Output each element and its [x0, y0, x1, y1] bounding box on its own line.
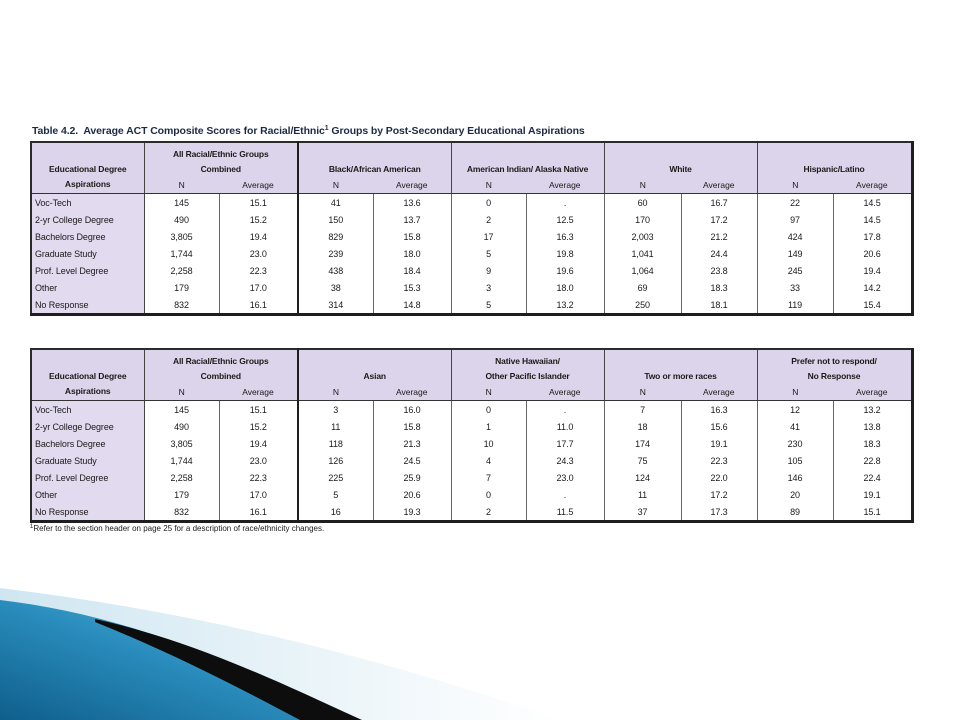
- cell-average: 16.0: [373, 401, 451, 419]
- subheader-average: Average: [373, 177, 451, 194]
- cell-average: .: [526, 401, 604, 419]
- cell-n: 16: [298, 503, 373, 522]
- cell-n: 3: [298, 401, 373, 419]
- subheader-average: Average: [833, 384, 912, 401]
- group-header-cell: [144, 142, 298, 177]
- cell-average: 22.8: [833, 452, 912, 469]
- cell-average: 18.0: [526, 279, 604, 296]
- cell-n: 37: [604, 503, 681, 522]
- subheader-n: N: [451, 177, 526, 194]
- table-row: [31, 435, 912, 452]
- subheader-n: N: [757, 177, 833, 194]
- cell-n: 69: [604, 279, 681, 296]
- cell-n: 11: [604, 486, 681, 503]
- cell-average: 18.1: [681, 296, 757, 315]
- cell-n: 7: [451, 469, 526, 486]
- table-header: [31, 349, 912, 401]
- cell-n: 38: [298, 279, 373, 296]
- table-header: [31, 142, 912, 194]
- header-row-subheaders: [31, 384, 912, 401]
- row-label: Bachelors Degree: [31, 228, 144, 245]
- group-header-cell: [757, 142, 912, 177]
- cell-average: 13.2: [833, 401, 912, 419]
- cell-n: 2: [451, 503, 526, 522]
- cell-average: 23.0: [219, 245, 298, 262]
- subheader-n: N: [144, 177, 219, 194]
- group-header-cell: [144, 349, 298, 384]
- cell-n: 179: [144, 486, 219, 503]
- cell-average: 20.6: [373, 486, 451, 503]
- cell-n: 41: [757, 418, 833, 435]
- cell-average: 13.2: [526, 296, 604, 315]
- group-header-line: No Response: [807, 371, 861, 381]
- table-row: [31, 262, 912, 279]
- group-header-cell: [298, 349, 451, 384]
- cell-n: 60: [604, 194, 681, 212]
- cell-average: 15.1: [219, 194, 298, 212]
- group-header-line: Combined: [200, 164, 241, 174]
- cell-average: 23.0: [219, 452, 298, 469]
- cell-n: 89: [757, 503, 833, 522]
- table-row: [31, 418, 912, 435]
- title-text: Table 4.2. Average ACT Composite Scores for Racial/Ethnic: [32, 125, 325, 137]
- cell-average: 11.5: [526, 503, 604, 522]
- cell-average: 16.7: [681, 194, 757, 212]
- cell-average: 14.5: [833, 211, 912, 228]
- cell-average: 14.5: [833, 194, 912, 212]
- cell-average: .: [526, 194, 604, 212]
- table-row: [31, 194, 912, 212]
- cell-average: 17.7: [526, 435, 604, 452]
- cell-n: 10: [451, 435, 526, 452]
- table-title: [32, 125, 585, 137]
- cell-average: 15.1: [219, 401, 298, 419]
- cell-average: 17.0: [219, 486, 298, 503]
- cell-n: 2,258: [144, 469, 219, 486]
- row-header-line: Educational Degree: [48, 164, 127, 174]
- cell-average: 18.3: [681, 279, 757, 296]
- group-header-line: Prefer not to respond/: [791, 356, 877, 366]
- cell-n: 0: [451, 401, 526, 419]
- group-header-line: Two or more races: [644, 371, 717, 381]
- cell-average: 15.1: [833, 503, 912, 522]
- cell-n: 2,258: [144, 262, 219, 279]
- cell-n: 832: [144, 296, 219, 315]
- cell-average: 19.1: [833, 486, 912, 503]
- cell-n: 22: [757, 194, 833, 212]
- cell-n: 170: [604, 211, 681, 228]
- cell-average: 19.6: [526, 262, 604, 279]
- cell-n: 41: [298, 194, 373, 212]
- group-header-line: Black/African American: [328, 164, 421, 174]
- cell-average: 17.2: [681, 211, 757, 228]
- subheader-n: N: [144, 384, 219, 401]
- header-row-subheaders: [31, 177, 912, 194]
- table-row: [31, 211, 912, 228]
- cell-average: 14.2: [833, 279, 912, 296]
- cell-average: 24.4: [681, 245, 757, 262]
- table-row: [31, 469, 912, 486]
- cell-n: 230: [757, 435, 833, 452]
- cell-n: 1,744: [144, 245, 219, 262]
- cell-average: 20.6: [833, 245, 912, 262]
- cell-average: 19.4: [219, 435, 298, 452]
- cell-n: 314: [298, 296, 373, 315]
- cell-average: 23.0: [526, 469, 604, 486]
- cell-n: 1: [451, 418, 526, 435]
- cell-average: 15.6: [681, 418, 757, 435]
- row-header-line: Aspirations: [64, 386, 111, 396]
- subheader-average: Average: [373, 384, 451, 401]
- cell-n: 239: [298, 245, 373, 262]
- group-header-line: Native Hawaiian/: [495, 356, 560, 366]
- subheader-average: Average: [681, 384, 757, 401]
- cell-average: 15.2: [219, 211, 298, 228]
- cell-average: 17.8: [833, 228, 912, 245]
- cell-average: 18.3: [833, 435, 912, 452]
- row-label: 2-yr College Degree: [31, 418, 144, 435]
- cell-average: 25.9: [373, 469, 451, 486]
- group-header-line: White: [669, 164, 692, 174]
- row-label: Bachelors Degree: [31, 435, 144, 452]
- cell-average: .: [526, 486, 604, 503]
- cell-n: 20: [757, 486, 833, 503]
- cell-n: 225: [298, 469, 373, 486]
- cell-n: 4: [451, 452, 526, 469]
- cell-average: 14.8: [373, 296, 451, 315]
- row-label: No Response: [31, 503, 144, 522]
- table-row: [31, 279, 912, 296]
- cell-n: 438: [298, 262, 373, 279]
- group-header-cell: [451, 349, 604, 384]
- cell-n: 11: [298, 418, 373, 435]
- cell-average: 19.1: [681, 435, 757, 452]
- title-footnote-marker: 1: [324, 125, 329, 132]
- cell-average: 19.4: [833, 262, 912, 279]
- cell-average: 19.8: [526, 245, 604, 262]
- cell-n: 18: [604, 418, 681, 435]
- table-body: [31, 401, 912, 522]
- cell-average: 16.1: [219, 503, 298, 522]
- subheader-average: Average: [833, 177, 912, 194]
- table-row: [31, 486, 912, 503]
- cell-n: 5: [451, 245, 526, 262]
- footnote-marker: 1: [30, 524, 34, 530]
- group-header-line: Hispanic/Latino: [803, 164, 865, 174]
- group-header-line: American Indian/ Alaska Native: [466, 164, 589, 174]
- table-row: [31, 228, 912, 245]
- cell-n: 33: [757, 279, 833, 296]
- cell-average: 22.0: [681, 469, 757, 486]
- row-label: Voc-Tech: [31, 401, 144, 419]
- group-header-cell: [451, 142, 604, 177]
- table-row: [31, 452, 912, 469]
- row-header-line: Educational Degree: [48, 371, 127, 381]
- cell-average: 16.1: [219, 296, 298, 315]
- subheader-n: N: [298, 177, 373, 194]
- cell-n: 7: [604, 401, 681, 419]
- title-text-end: Groups by Post-Secondary Educational Aspirations: [328, 125, 585, 137]
- group-header-cell: [604, 349, 757, 384]
- cell-n: 5: [298, 486, 373, 503]
- subheader-n: N: [298, 384, 373, 401]
- cell-n: 179: [144, 279, 219, 296]
- cell-average: 21.3: [373, 435, 451, 452]
- footnote: [30, 524, 324, 533]
- row-label: Voc-Tech: [31, 194, 144, 212]
- cell-n: 1,064: [604, 262, 681, 279]
- cell-n: 124: [604, 469, 681, 486]
- cell-average: 15.8: [373, 228, 451, 245]
- cell-n: 9: [451, 262, 526, 279]
- row-label: Graduate Study: [31, 452, 144, 469]
- cell-average: 15.8: [373, 418, 451, 435]
- row-header-cell: [31, 349, 144, 401]
- cell-n: 146: [757, 469, 833, 486]
- cell-n: 424: [757, 228, 833, 245]
- group-header-cell: [298, 142, 451, 177]
- cell-average: 24.3: [526, 452, 604, 469]
- cell-n: 0: [451, 194, 526, 212]
- cell-n: 832: [144, 503, 219, 522]
- row-header-line: Aspirations: [64, 179, 111, 189]
- cell-n: 3: [451, 279, 526, 296]
- group-header-line: All Racial/Ethnic Groups: [172, 149, 269, 159]
- cell-n: 17: [451, 228, 526, 245]
- row-label: No Response: [31, 296, 144, 315]
- cell-average: 13.8: [833, 418, 912, 435]
- cell-n: 97: [757, 211, 833, 228]
- cell-n: 5: [451, 296, 526, 315]
- cell-n: 2: [451, 211, 526, 228]
- row-label: Other: [31, 279, 144, 296]
- cell-n: 250: [604, 296, 681, 315]
- subheader-average: Average: [681, 177, 757, 194]
- cell-average: 22.3: [219, 262, 298, 279]
- row-label: 2-yr College Degree: [31, 211, 144, 228]
- subheader-n: N: [604, 384, 681, 401]
- subheader-n: N: [604, 177, 681, 194]
- subheader-n: N: [757, 384, 833, 401]
- cell-average: 15.3: [373, 279, 451, 296]
- cell-average: 19.3: [373, 503, 451, 522]
- cell-n: 149: [757, 245, 833, 262]
- cell-average: 22.4: [833, 469, 912, 486]
- scores-table-1: [30, 141, 914, 316]
- table-row: [31, 503, 912, 522]
- cell-average: 19.4: [219, 228, 298, 245]
- group-header-cell: [757, 349, 912, 384]
- cell-average: 15.2: [219, 418, 298, 435]
- cell-average: 16.3: [526, 228, 604, 245]
- subheader-average: Average: [526, 177, 604, 194]
- cell-average: 16.3: [681, 401, 757, 419]
- cell-average: 13.7: [373, 211, 451, 228]
- row-label: Other: [31, 486, 144, 503]
- cell-average: 18.0: [373, 245, 451, 262]
- subheader-n: N: [451, 384, 526, 401]
- cell-n: 1,041: [604, 245, 681, 262]
- cell-n: 490: [144, 211, 219, 228]
- footnote-text: Refer to the section header on page 25 for a description of race/ethnicity changes.: [33, 524, 325, 533]
- table-body: [31, 194, 912, 315]
- cell-n: 1,744: [144, 452, 219, 469]
- subheader-average: Average: [219, 177, 298, 194]
- header-row-groups: [31, 349, 912, 384]
- cell-average: 15.4: [833, 296, 912, 315]
- group-header-line: Asian: [363, 371, 386, 381]
- header-row-groups: [31, 142, 912, 177]
- cell-average: 17.2: [681, 486, 757, 503]
- cell-n: 0: [451, 486, 526, 503]
- group-header-line: All Racial/Ethnic Groups: [172, 356, 269, 366]
- cell-n: 145: [144, 401, 219, 419]
- group-header-line: Other Pacific Islander: [485, 371, 570, 381]
- cell-average: 11.0: [526, 418, 604, 435]
- cell-average: 21.2: [681, 228, 757, 245]
- cell-average: 24.5: [373, 452, 451, 469]
- group-header-line: Combined: [200, 371, 241, 381]
- table-row: [31, 296, 912, 315]
- cell-n: 490: [144, 418, 219, 435]
- subheader-average: Average: [219, 384, 298, 401]
- cell-average: 17.0: [219, 279, 298, 296]
- decorative-swoosh: [0, 560, 960, 720]
- cell-n: 75: [604, 452, 681, 469]
- cell-average: 22.3: [219, 469, 298, 486]
- cell-n: 3,805: [144, 435, 219, 452]
- cell-n: 3,805: [144, 228, 219, 245]
- cell-average: 18.4: [373, 262, 451, 279]
- cell-n: 119: [757, 296, 833, 315]
- cell-n: 174: [604, 435, 681, 452]
- cell-average: 17.3: [681, 503, 757, 522]
- cell-average: 13.6: [373, 194, 451, 212]
- row-label: Prof. Level Degree: [31, 469, 144, 486]
- cell-n: 145: [144, 194, 219, 212]
- subheader-average: Average: [526, 384, 604, 401]
- cell-n: 150: [298, 211, 373, 228]
- scores-table-2: [30, 348, 914, 523]
- table-row: [31, 245, 912, 262]
- table-row: [31, 401, 912, 419]
- cell-n: 105: [757, 452, 833, 469]
- cell-n: 2,003: [604, 228, 681, 245]
- row-label: Graduate Study: [31, 245, 144, 262]
- row-header-cell: [31, 142, 144, 194]
- cell-average: 12.5: [526, 211, 604, 228]
- group-header-cell: [604, 142, 757, 177]
- cell-n: 126: [298, 452, 373, 469]
- cell-n: 118: [298, 435, 373, 452]
- cell-n: 12: [757, 401, 833, 419]
- cell-average: 23.8: [681, 262, 757, 279]
- cell-n: 245: [757, 262, 833, 279]
- cell-average: 22.3: [681, 452, 757, 469]
- cell-n: 829: [298, 228, 373, 245]
- row-label: Prof. Level Degree: [31, 262, 144, 279]
